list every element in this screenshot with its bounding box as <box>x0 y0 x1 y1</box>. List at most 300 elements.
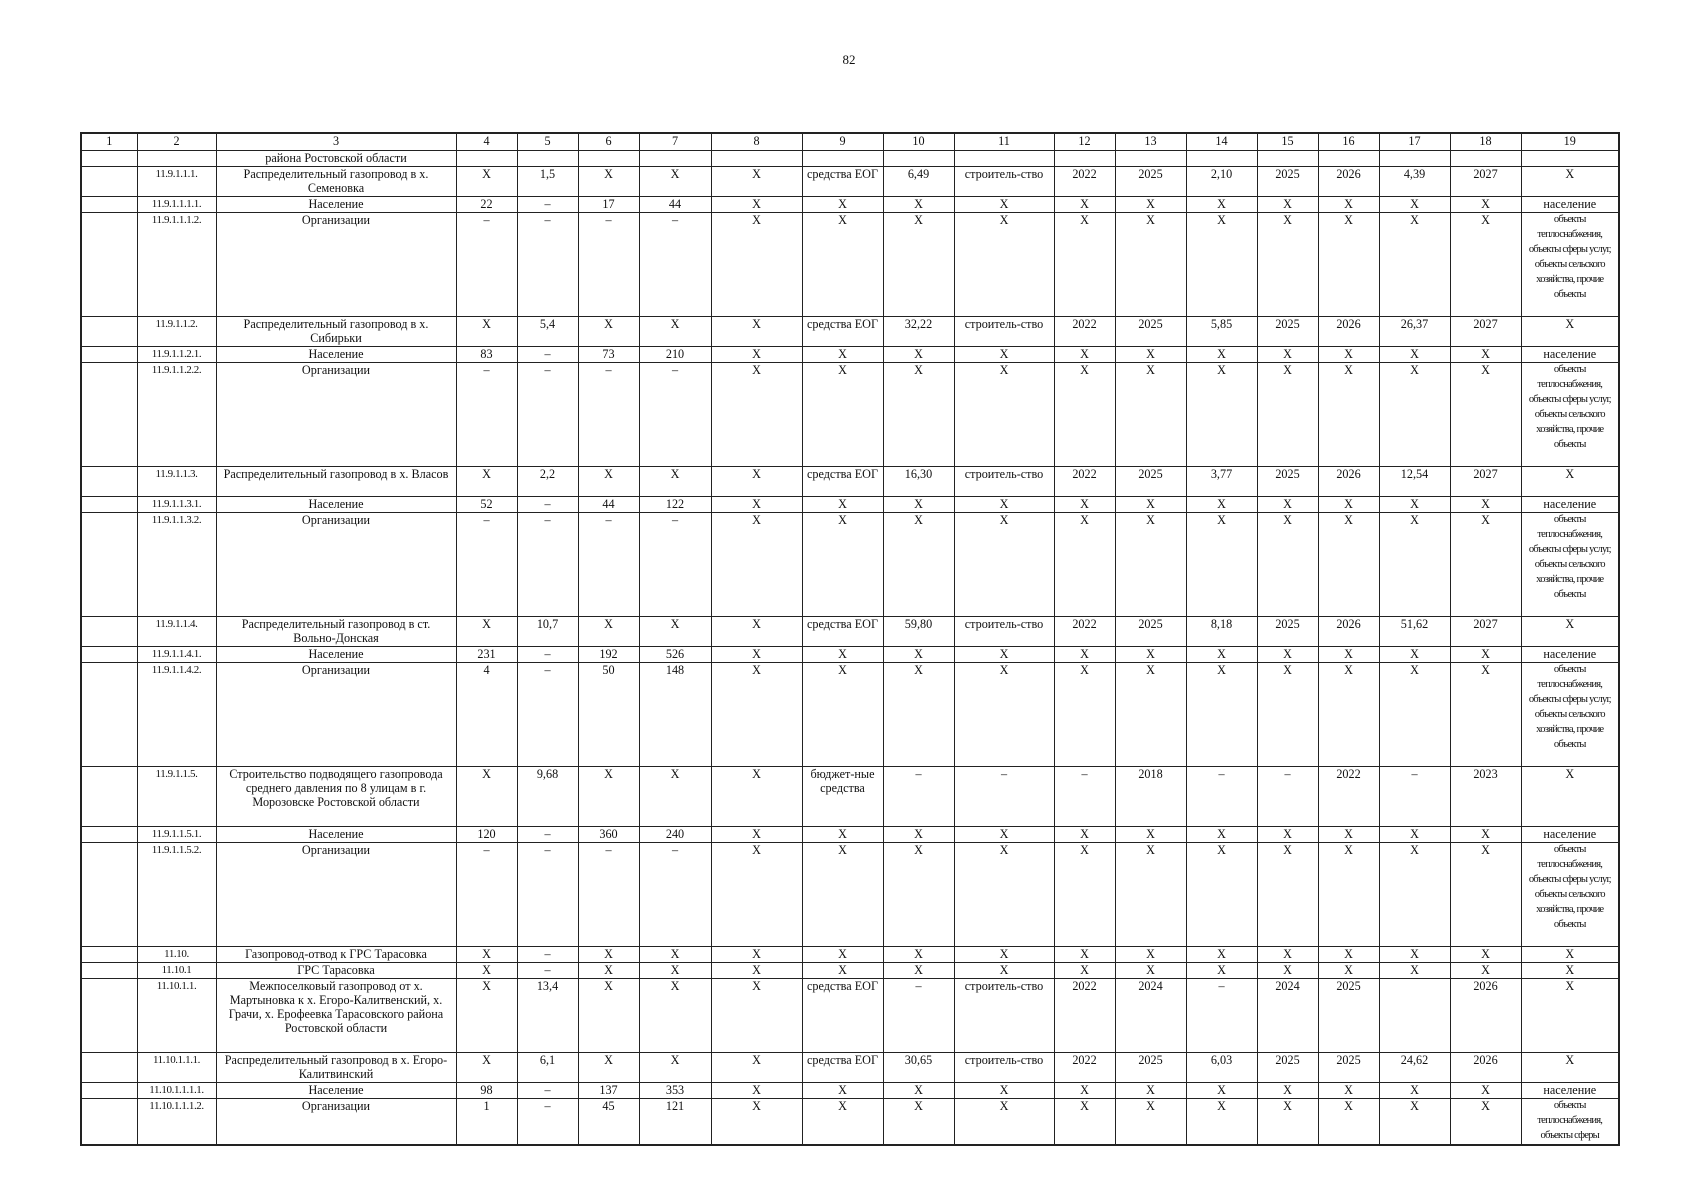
table-cell: население <box>1521 347 1619 363</box>
table-cell: Х <box>456 947 517 963</box>
table-cell: 137 <box>578 1083 639 1099</box>
table-row <box>81 347 1619 363</box>
column-header: 4 <box>456 133 517 151</box>
table-cell: Х <box>1257 1083 1318 1099</box>
table-cell <box>81 617 137 647</box>
column-header: 5 <box>517 133 578 151</box>
table-cell: 24,62 <box>1379 1053 1450 1083</box>
table-cell: Х <box>711 963 802 979</box>
table-cell: Х <box>578 963 639 979</box>
table-cell: 17 <box>578 197 639 213</box>
table-cell: Х <box>1186 1083 1257 1099</box>
table-cell <box>81 979 137 1053</box>
table-cell: Х <box>1115 947 1186 963</box>
table-cell: Х <box>1257 947 1318 963</box>
table-cell: Х <box>883 1083 954 1099</box>
table-cell: строитель-ство <box>954 467 1054 497</box>
table-cell: Х <box>1257 1099 1318 1145</box>
table-cell: Население <box>216 1083 456 1099</box>
table-cell <box>1521 151 1619 167</box>
table-cell: Х <box>1054 213 1115 317</box>
table-cell: – <box>578 513 639 617</box>
table-row <box>81 167 1619 197</box>
table-cell <box>81 647 137 663</box>
table-cell: Х <box>1186 363 1257 467</box>
table-cell <box>81 197 137 213</box>
table-cell: Х <box>1521 963 1619 979</box>
table-cell: Х <box>578 1053 639 1083</box>
table-cell: Х <box>1450 363 1521 467</box>
table-cell: – <box>517 827 578 843</box>
table-cell: Х <box>1186 963 1257 979</box>
table-cell: объекты теплоснабжения, объекты сферы услуг, объекты сельского хозяйства, прочие объекты <box>1521 663 1619 767</box>
table-row <box>81 1053 1619 1083</box>
table-cell: 11.10.1.1.1.1. <box>137 1083 216 1099</box>
table-cell: – <box>456 513 517 617</box>
table-cell <box>954 151 1054 167</box>
table-cell: – <box>517 947 578 963</box>
table-cell: 2,2 <box>517 467 578 497</box>
table-cell: Х <box>639 947 711 963</box>
table-cell: 59,80 <box>883 617 954 647</box>
table-cell: 2024 <box>1115 979 1186 1053</box>
table-cell: – <box>1186 979 1257 1053</box>
table-cell: объекты теплоснабжения, объекты сферы услуг, объекты сельского хозяйства, прочие объекты <box>1521 513 1619 617</box>
table-cell: 360 <box>578 827 639 843</box>
table-cell: Х <box>954 843 1054 947</box>
table-cell: Х <box>802 347 883 363</box>
table-cell: Х <box>1115 663 1186 767</box>
table-cell: Х <box>1318 513 1379 617</box>
table-cell: 192 <box>578 647 639 663</box>
table-cell: 526 <box>639 647 711 663</box>
table-cell: 240 <box>639 827 711 843</box>
table-cell: – <box>517 1099 578 1145</box>
table-cell: 11.10.1.1.1.2. <box>137 1099 216 1145</box>
table-cell: Х <box>954 513 1054 617</box>
table-cell: 9,68 <box>517 767 578 827</box>
table-row <box>81 467 1619 497</box>
table-cell: 8,18 <box>1186 617 1257 647</box>
table-cell: Распределительный газопровод в х. Егоро-Калитвинский <box>216 1053 456 1083</box>
table-cell: Х <box>1318 843 1379 947</box>
table-cell: Х <box>802 213 883 317</box>
table-cell: Х <box>1054 963 1115 979</box>
table-cell: Х <box>711 467 802 497</box>
table-row <box>81 963 1619 979</box>
table-cell: Х <box>1521 767 1619 827</box>
table-cell: Х <box>711 1099 802 1145</box>
table-cell <box>81 827 137 843</box>
table-cell: Х <box>1054 363 1115 467</box>
table-cell: 73 <box>578 347 639 363</box>
table-row <box>81 843 1619 947</box>
table-cell: – <box>517 197 578 213</box>
table-cell: Х <box>456 617 517 647</box>
table-cell: Население <box>216 827 456 843</box>
table-cell: 5,85 <box>1186 317 1257 347</box>
table-cell <box>81 1083 137 1099</box>
table-cell: 32,22 <box>883 317 954 347</box>
table-cell: Х <box>1450 963 1521 979</box>
table-cell: Х <box>802 1099 883 1145</box>
table-cell <box>81 467 137 497</box>
table-cell <box>81 347 137 363</box>
table-cell: Х <box>1257 513 1318 617</box>
table-cell: Х <box>1186 647 1257 663</box>
table-cell: Х <box>578 617 639 647</box>
table-cell: – <box>517 843 578 947</box>
table-cell: 2025 <box>1115 167 1186 197</box>
table-cell: Газопровод-отвод к ГРС Тарасовка <box>216 947 456 963</box>
column-header: 19 <box>1521 133 1619 151</box>
table-cell: Х <box>1318 647 1379 663</box>
table-cell: Х <box>1186 663 1257 767</box>
table-cell: Х <box>954 347 1054 363</box>
table-cell: Х <box>1318 497 1379 513</box>
table-cell: 2026 <box>1318 167 1379 197</box>
table-cell: 11.10.1 <box>137 963 216 979</box>
table-cell: Х <box>954 663 1054 767</box>
table-cell: средства ЕОГ <box>802 979 883 1053</box>
table-cell: строитель-ство <box>954 979 1054 1053</box>
column-header: 16 <box>1318 133 1379 151</box>
table-cell: Х <box>802 963 883 979</box>
table-cell: Х <box>954 1099 1054 1145</box>
table-cell: – <box>517 663 578 767</box>
table-cell: 2023 <box>1450 767 1521 827</box>
table-cell: Х <box>1115 497 1186 513</box>
table-cell: 11.10. <box>137 947 216 963</box>
table-cell: – <box>1186 767 1257 827</box>
table-cell: Х <box>639 317 711 347</box>
table-cell: Х <box>639 167 711 197</box>
table-row <box>81 827 1619 843</box>
table-cell: 22 <box>456 197 517 213</box>
table-cell <box>1379 151 1450 167</box>
table-row <box>81 317 1619 347</box>
column-header: 17 <box>1379 133 1450 151</box>
table-cell: Строительство подводящего газопровода среднего давления по 8 улицам в г. Морозовске Ростовской области <box>216 767 456 827</box>
table-cell: Х <box>1186 843 1257 947</box>
table-cell: Х <box>1257 363 1318 467</box>
table-cell: Х <box>1318 347 1379 363</box>
table-cell: средства ЕОГ <box>802 317 883 347</box>
table-cell: 2022 <box>1318 767 1379 827</box>
table-cell: Х <box>1450 197 1521 213</box>
table-cell: Х <box>711 947 802 963</box>
table-cell <box>1450 151 1521 167</box>
table-cell: Х <box>1054 663 1115 767</box>
table-cell: Распределительный газопровод в х. Семеновка <box>216 167 456 197</box>
table-cell: Х <box>456 317 517 347</box>
table-row <box>81 947 1619 963</box>
table-cell: Х <box>1379 1099 1450 1145</box>
table-cell: Х <box>1450 213 1521 317</box>
table-cell: Х <box>711 663 802 767</box>
table-cell: 2025 <box>1115 617 1186 647</box>
table-row <box>81 617 1619 647</box>
table-cell: Х <box>1318 213 1379 317</box>
table-cell: Х <box>711 363 802 467</box>
table-cell: 2027 <box>1450 317 1521 347</box>
table-cell: Распределительный газопровод в х. Сибирьки <box>216 317 456 347</box>
column-header: 15 <box>1257 133 1318 151</box>
table-cell: 44 <box>639 197 711 213</box>
table-cell <box>81 363 137 467</box>
table-row <box>81 513 1619 617</box>
table-cell: Х <box>1257 213 1318 317</box>
table-cell <box>137 151 216 167</box>
table-cell: Х <box>1379 963 1450 979</box>
table-cell: – <box>639 513 711 617</box>
table-cell: объекты теплоснабжения, объекты сферы <box>1521 1099 1619 1145</box>
table-cell <box>883 151 954 167</box>
table-cell: Население <box>216 497 456 513</box>
table-cell: Х <box>1054 513 1115 617</box>
table-cell: Х <box>954 647 1054 663</box>
table-cell: 11.9.1.1.1. <box>137 167 216 197</box>
column-header: 7 <box>639 133 711 151</box>
table-cell <box>81 167 137 197</box>
table-cell: 12,54 <box>1379 467 1450 497</box>
table-cell: 2025 <box>1257 467 1318 497</box>
table-cell: Х <box>883 363 954 467</box>
table-cell <box>802 151 883 167</box>
table-cell: Х <box>711 1053 802 1083</box>
table-cell: Х <box>578 167 639 197</box>
table-cell: Х <box>639 467 711 497</box>
table-cell <box>1186 151 1257 167</box>
table-cell: Организации <box>216 843 456 947</box>
table-cell: 2022 <box>1054 317 1115 347</box>
table-cell: Х <box>1318 963 1379 979</box>
column-header: 3 <box>216 133 456 151</box>
table-cell: Х <box>802 497 883 513</box>
table-cell: 11.10.1.1.1. <box>137 1053 216 1083</box>
table-cell: – <box>456 213 517 317</box>
table-cell: Х <box>883 843 954 947</box>
table-cell: Х <box>578 467 639 497</box>
table-cell: средства ЕОГ <box>802 617 883 647</box>
table-cell: Х <box>1379 347 1450 363</box>
table-cell: Х <box>1257 843 1318 947</box>
table-cell: Х <box>1115 363 1186 467</box>
table-cell: Х <box>639 1053 711 1083</box>
table-cell <box>81 513 137 617</box>
table-cell: Х <box>711 617 802 647</box>
column-header: 12 <box>1054 133 1115 151</box>
table-cell <box>456 151 517 167</box>
table-cell: 5,4 <box>517 317 578 347</box>
table-cell: Х <box>1115 1083 1186 1099</box>
table-row <box>81 647 1619 663</box>
table-cell <box>639 151 711 167</box>
table-cell <box>81 213 137 317</box>
table-cell: Х <box>1257 647 1318 663</box>
table-cell <box>1115 151 1186 167</box>
table-cell: Х <box>1450 843 1521 947</box>
table-cell: Х <box>1054 197 1115 213</box>
table-cell: Х <box>1450 513 1521 617</box>
table-cell: 30,65 <box>883 1053 954 1083</box>
table-cell: 2025 <box>1257 167 1318 197</box>
table-cell: Население <box>216 347 456 363</box>
column-header: 1 <box>81 133 137 151</box>
table-cell: Х <box>1450 347 1521 363</box>
table-cell: 2025 <box>1115 317 1186 347</box>
table-cell: 4,39 <box>1379 167 1450 197</box>
table-cell: 3,77 <box>1186 467 1257 497</box>
table-cell: Х <box>802 843 883 947</box>
table-cell: 44 <box>578 497 639 513</box>
table-cell: Х <box>1257 663 1318 767</box>
table-cell: Х <box>1521 979 1619 1053</box>
column-header: 14 <box>1186 133 1257 151</box>
table-cell: Х <box>1257 963 1318 979</box>
table-cell: Х <box>578 317 639 347</box>
table-row <box>81 213 1619 317</box>
table-cell: Х <box>456 979 517 1053</box>
table-cell: Х <box>1318 1099 1379 1145</box>
table-cell: Х <box>954 363 1054 467</box>
table-cell: 2026 <box>1450 979 1521 1053</box>
table-row <box>81 979 1619 1053</box>
table-cell <box>81 767 137 827</box>
table-cell: Х <box>1521 947 1619 963</box>
table-cell: Х <box>639 979 711 1053</box>
table-cell: Х <box>1115 213 1186 317</box>
table-cell: Х <box>954 197 1054 213</box>
table-cell: Х <box>1257 197 1318 213</box>
table-cell: Х <box>1054 947 1115 963</box>
table-cell: Х <box>639 963 711 979</box>
table-row <box>81 1083 1619 1099</box>
table-cell: Х <box>1379 843 1450 947</box>
table-cell: средства ЕОГ <box>802 1053 883 1083</box>
table-cell: Х <box>1054 843 1115 947</box>
table-cell: Х <box>1054 827 1115 843</box>
table-cell: 2027 <box>1450 617 1521 647</box>
table-cell: – <box>883 979 954 1053</box>
table-cell: ГРС Тарасовка <box>216 963 456 979</box>
table-cell: – <box>578 843 639 947</box>
table-cell: средства ЕОГ <box>802 467 883 497</box>
table-row <box>81 497 1619 513</box>
table-cell <box>81 151 137 167</box>
table-cell: Х <box>883 197 954 213</box>
table-cell: Х <box>1054 1083 1115 1099</box>
table-cell: Х <box>1450 1083 1521 1099</box>
table-cell: Х <box>1521 317 1619 347</box>
table-cell: 2025 <box>1257 1053 1318 1083</box>
column-header: 11 <box>954 133 1054 151</box>
table-cell: 1,5 <box>517 167 578 197</box>
table-cell: – <box>517 1083 578 1099</box>
table-cell: Население <box>216 647 456 663</box>
table-cell: – <box>517 963 578 979</box>
table-cell: – <box>639 843 711 947</box>
table-cell: 11.9.1.1.4.2. <box>137 663 216 767</box>
table-cell: 11.9.1.1.3.2. <box>137 513 216 617</box>
table-cell: Х <box>1521 467 1619 497</box>
table-cell: Х <box>954 213 1054 317</box>
table-cell: Х <box>456 1053 517 1083</box>
table-cell: Х <box>883 347 954 363</box>
table-cell: Х <box>1379 363 1450 467</box>
table-cell: Организации <box>216 363 456 467</box>
table-cell: Х <box>1257 347 1318 363</box>
column-header: 9 <box>802 133 883 151</box>
table-cell: 2025 <box>1318 1053 1379 1083</box>
table-cell: Х <box>1054 1099 1115 1145</box>
table-row <box>81 663 1619 767</box>
table-cell: 2025 <box>1318 979 1379 1053</box>
table-cell: Х <box>711 513 802 617</box>
table-cell: Х <box>711 827 802 843</box>
table-cell: 6,1 <box>517 1053 578 1083</box>
table-cell: Х <box>1379 647 1450 663</box>
column-header: 10 <box>883 133 954 151</box>
table-cell: 2022 <box>1054 979 1115 1053</box>
table-cell: 2022 <box>1054 167 1115 197</box>
table-cell: – <box>517 497 578 513</box>
table-cell: Межпоселковый газопровод от х. Мартыновка к х. Егоро-Калитвенский, х. Грачи, х. Ерофеевка Тарасовского района Ростовской области <box>216 979 456 1053</box>
table-cell: Х <box>954 947 1054 963</box>
table-cell: Х <box>883 497 954 513</box>
table-cell: Х <box>1186 213 1257 317</box>
table-cell: Х <box>456 467 517 497</box>
table-cell: Х <box>1054 497 1115 513</box>
table-cell <box>1054 151 1115 167</box>
table-cell: население <box>1521 1083 1619 1099</box>
table-cell: Х <box>802 827 883 843</box>
table-cell: Х <box>578 767 639 827</box>
column-header: 2 <box>137 133 216 151</box>
table-cell: строитель-ство <box>954 1053 1054 1083</box>
table-cell: Население <box>216 197 456 213</box>
table-cell: – <box>517 363 578 467</box>
table-cell <box>517 151 578 167</box>
table-cell: 2025 <box>1257 617 1318 647</box>
table-cell: Х <box>802 947 883 963</box>
table-cell: Х <box>1186 827 1257 843</box>
table-cell: Х <box>954 963 1054 979</box>
table-cell: – <box>1054 767 1115 827</box>
table-cell: Х <box>1115 827 1186 843</box>
table-cell: Х <box>1115 1099 1186 1145</box>
table-cell: 45 <box>578 1099 639 1145</box>
table-cell <box>578 151 639 167</box>
table-cell: – <box>517 347 578 363</box>
table-cell: Х <box>802 663 883 767</box>
table-cell: Х <box>1186 197 1257 213</box>
table-cell: – <box>578 363 639 467</box>
table-cell: 13,4 <box>517 979 578 1053</box>
table-cell: 11.9.1.1.5.2. <box>137 843 216 947</box>
table-cell: Х <box>802 1083 883 1099</box>
table-cell: Х <box>883 963 954 979</box>
table-cell: 16,30 <box>883 467 954 497</box>
table-cell: Х <box>1318 1083 1379 1099</box>
table-cell: Распределительный газопровод в х. Власов <box>216 467 456 497</box>
table-cell: Х <box>711 317 802 347</box>
table-cell: – <box>883 767 954 827</box>
table-cell: Х <box>1186 1099 1257 1145</box>
table-cell: Х <box>1054 347 1115 363</box>
table-cell: Х <box>1379 1083 1450 1099</box>
table-cell: 83 <box>456 347 517 363</box>
